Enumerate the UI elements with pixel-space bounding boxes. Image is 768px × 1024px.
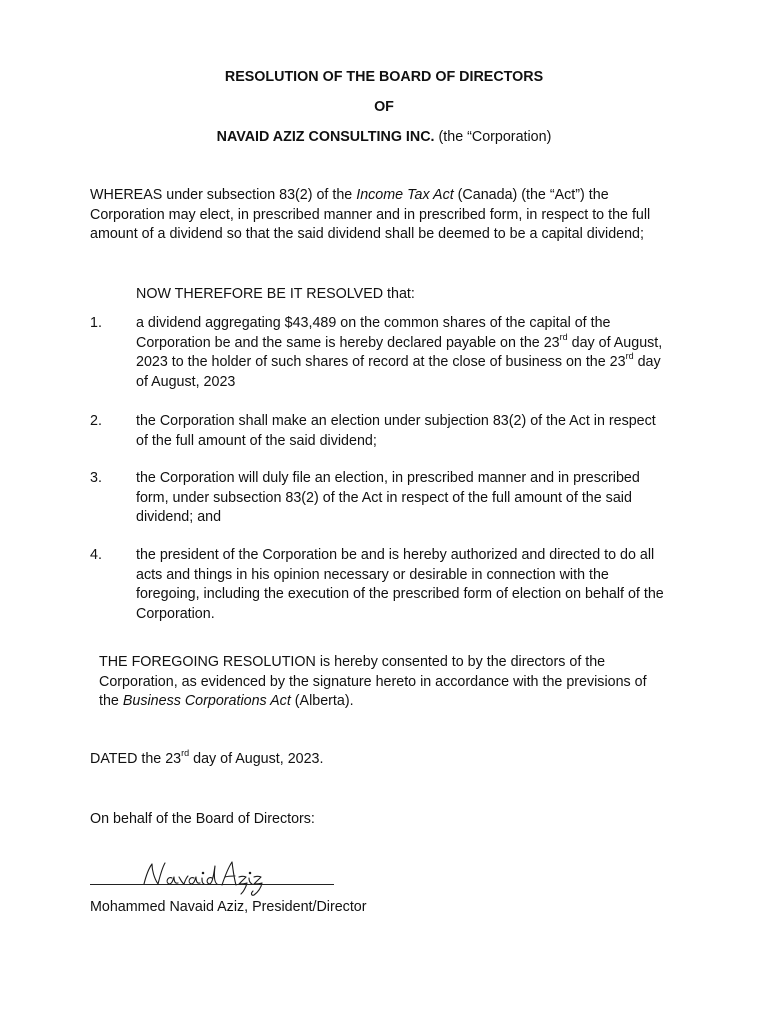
resolution-item-1 xyxy=(136,314,696,392)
company-suffix: (the “Corporation) xyxy=(434,129,552,145)
business-corporations-act: Business Corporations Act xyxy=(122,693,291,709)
whereas-clause xyxy=(90,186,690,245)
dated-prefix: DATED the 23 xyxy=(90,751,182,767)
foregoing-line-3 xyxy=(99,692,699,712)
item-3-line-3: dividend; and xyxy=(136,509,222,525)
on-behalf-line: On behalf of the Board of Directors: xyxy=(90,811,315,827)
foregoing-line-2: Corporation, as evidenced by the signature hereto in accordance with the previsions of xyxy=(99,673,647,690)
title-of: OF xyxy=(374,99,394,115)
dated-suffix: day of August, 2023. xyxy=(189,751,324,767)
signature-line xyxy=(90,884,334,885)
resolution-item-2 xyxy=(136,412,696,451)
item-1-line-3-text: 2023 to the holder of such shares of record at the close of business on the 23 xyxy=(136,354,626,370)
item-3-line-1: the Corporation will duly file an election, in prescribed manner and in prescribed xyxy=(136,470,640,486)
handwritten-signature xyxy=(140,858,270,898)
item-3-line-2: form, under subsection 83(2) of the Act in respect of the full amount of the said xyxy=(136,489,632,506)
ordinal-suffix: rd xyxy=(181,748,190,759)
title-line: RESOLUTION OF THE BOARD OF DIRECTORS xyxy=(224,69,544,85)
item-4-line-4: Corporation. xyxy=(136,605,215,622)
company-name: NAVAID AZIZ CONSULTING INC. xyxy=(216,129,435,145)
item-number: 2. xyxy=(90,413,102,429)
item-number: 3. xyxy=(90,470,102,486)
item-4-line-3: foregoing, including the execution of the prescribed form of election on behalf of the xyxy=(136,586,664,602)
whereas-line-2: Corporation may elect, in prescribed manner and in prescribed form, in respect to the full xyxy=(90,206,651,223)
item-1-line-4: of August, 2023 xyxy=(136,373,236,390)
item-1-line-2-text: Corporation be and the same is hereby declared payable on the 23 xyxy=(136,334,560,351)
item-2-line-2: of the full amount of the said dividend; xyxy=(136,432,377,449)
resolved-intro: NOW THEREFORE BE IT RESOLVED that: xyxy=(136,286,415,302)
ordinal-suffix: rd xyxy=(559,331,568,342)
company-line xyxy=(0,128,768,148)
item-1-line-1: a dividend aggregating $43,489 on the common shares of the capital of the xyxy=(136,315,611,331)
ordinal-suffix: rd xyxy=(625,351,634,362)
resolution-item-3 xyxy=(136,469,696,528)
foregoing-clause xyxy=(99,653,699,712)
item-4-line-1: the president of the Corporation be and is hereby authorized and directed to do all xyxy=(136,547,655,563)
foregoing-line-3-end: (Alberta). xyxy=(290,693,354,709)
whereas-line-3: amount of a dividend so that the said dividend shall be deemed to be a capital dividend; xyxy=(90,226,644,242)
item-number: 4. xyxy=(90,547,102,563)
income-tax-act: Income Tax Act xyxy=(356,187,454,203)
whereas-line-1 xyxy=(90,186,690,206)
whereas-prefix: WHEREAS under subsection 83(2) of the xyxy=(90,187,357,203)
item-1-line-2-end: day of August, xyxy=(567,334,663,351)
foregoing-line-3-start: the xyxy=(99,693,123,709)
item-2-line-1: the Corporation shall make an election under subjection 83(2) of the Act in respect xyxy=(136,413,656,429)
foregoing-line-1: THE FOREGOING RESOLUTION is hereby consented to by the directors of the xyxy=(99,654,606,670)
dated-line xyxy=(90,750,690,770)
item-1-line-3-end: day xyxy=(633,354,661,370)
item-number: 1. xyxy=(90,315,102,331)
item-1-line-2 xyxy=(136,331,696,354)
whereas-middle: (Canada) (the “Act”) the xyxy=(453,187,609,203)
item-1-line-3 xyxy=(136,353,696,373)
item-4-line-2: acts and things in his opinion necessary or desirable in connection with the xyxy=(136,566,609,583)
resolution-item-4 xyxy=(136,546,696,624)
signer-name: Mohammed Navaid Aziz, President/Director xyxy=(90,899,367,915)
